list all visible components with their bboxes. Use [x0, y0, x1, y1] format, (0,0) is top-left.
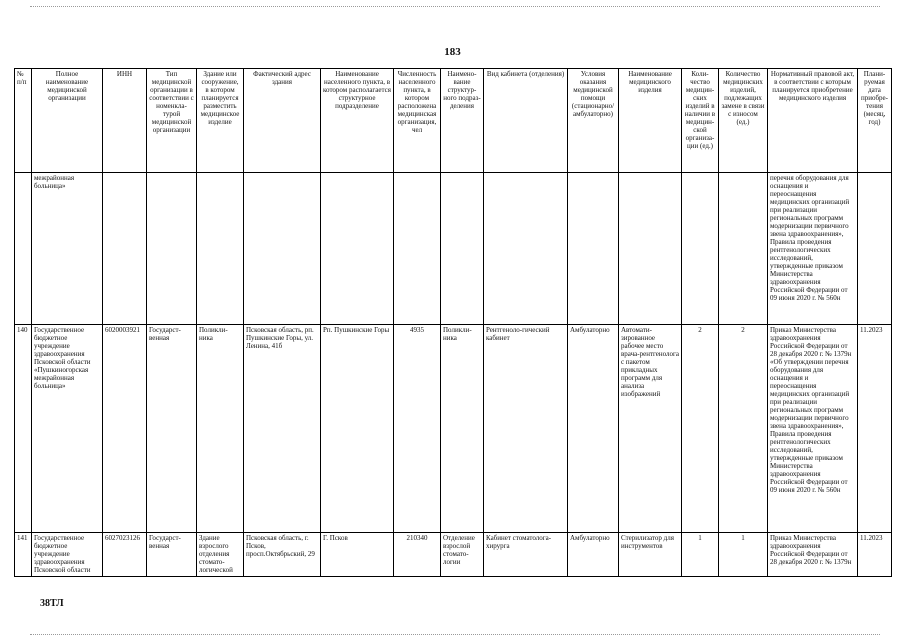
- table-header-row: [15, 69, 892, 173]
- header-cabinet: Вид кабинета (отделения): [484, 69, 568, 173]
- footer-code: 38ТЛ: [40, 598, 64, 609]
- cell-inn: [103, 173, 147, 325]
- header-org-type: Тип медицинской организации в соответствии с номенкла-турой медицинской организации: [147, 69, 197, 173]
- cell-purchase-date: 11.2023: [858, 533, 892, 577]
- cell-population: 210340: [394, 533, 441, 577]
- cell-inn: 6027023126: [103, 533, 147, 577]
- register-table: [14, 68, 892, 577]
- cell-address: Псковская область, рп. Пушкинские Горы, ул. Ленина, 41б: [244, 325, 321, 533]
- cell-number: 141: [15, 533, 32, 577]
- page-number: 183: [444, 46, 461, 58]
- scan-border-bottom: [30, 634, 880, 635]
- cell-subdivision: [441, 173, 484, 325]
- cell-cabinet: Кабинет стоматолога-хирурга: [484, 533, 568, 577]
- cell-device: [619, 173, 682, 325]
- scan-border-top: [30, 6, 880, 7]
- cell-settlement: Г. Псков: [321, 533, 394, 577]
- cell-settlement: Рп. Пушкинские Горы: [321, 325, 394, 533]
- cell-normative-act: перечня оборудования для оснащения и переоснащения медицинских организаций при реализации региональных программ модернизации первичного звена здравоохранения», Правила проведения рентгенологических исследований, утвержденные приказом Министерства здравоохранения Российской Федерации от 09 июня 2020 г. № 560н: [768, 173, 858, 325]
- cell-qty-replace: 1: [719, 533, 768, 577]
- cell-population: [394, 173, 441, 325]
- header-qty-replace: Количество медицинских изделий, подлежащих замене в связи с износом (ед.): [719, 69, 768, 173]
- header-device: Наименование медицинского изделия: [619, 69, 682, 173]
- cell-population: 4935: [394, 325, 441, 533]
- table-row: [15, 325, 892, 533]
- cell-cabinet: [484, 173, 568, 325]
- cell-conditions: Амбулаторно: [568, 325, 619, 533]
- header-purchase-date: Плани-руемая дата приобре-тения (месяц, год): [858, 69, 892, 173]
- cell-normative-act: Приказ Министерства здравоохранения Российской Федерации от 28 декабря 2020 г. № 1379н: [768, 533, 858, 577]
- cell-building: [197, 173, 244, 325]
- cell-settlement: [321, 173, 394, 325]
- cell-device: Автомати-зированное рабочее место врача-рентгенолога с пакетом прикладных программ для анализа изображений: [619, 325, 682, 533]
- header-conditions: Условия оказания медицинской помощи (стационарно/ амбулаторно): [568, 69, 619, 173]
- header-building: Здание или сооружение, в котором планируется разместить медицинское изделие: [197, 69, 244, 173]
- cell-cabinet: Рентгеноло-гический кабинет: [484, 325, 568, 533]
- cell-number: 140: [15, 325, 32, 533]
- cell-qty-available: [682, 173, 719, 325]
- cell-qty-replace: 2: [719, 325, 768, 533]
- cell-building: Здание взрослого отделения стомато-логической: [197, 533, 244, 577]
- cell-inn: 6020003921: [103, 325, 147, 533]
- header-subdivision: Наимено-вание структур-ного подраз-деления: [441, 69, 484, 173]
- cell-purchase-date: 11.2023: [858, 325, 892, 533]
- cell-number: [15, 173, 32, 325]
- header-normative-act: Нормативный правовой акт, в соответствии с которым планируется приобретение медицинского изделия: [768, 69, 858, 173]
- cell-qty-replace: [719, 173, 768, 325]
- cell-subdivision: Отделение взрослой стомато-логии: [441, 533, 484, 577]
- header-qty-available: Коли-чество медицин-ских изделий в наличии в медицин-ской организа-ции (ед.): [682, 69, 719, 173]
- cell-org-type: Государст-венная: [147, 325, 197, 533]
- header-organization: Полное наименование медицинской организации: [32, 69, 103, 173]
- cell-building: Поликли-ника: [197, 325, 244, 533]
- cell-org-type: [147, 173, 197, 325]
- header-population: Численность населенного пункта, в котором расположена медицинская организация, чел: [394, 69, 441, 173]
- cell-conditions: [568, 173, 619, 325]
- cell-device: Стерилизатор для инструментов: [619, 533, 682, 577]
- header-address: Фактический адрес здания: [244, 69, 321, 173]
- header-sequence-number: № п/п: [15, 69, 32, 173]
- table-row-continuation: [15, 173, 892, 325]
- cell-org-type: Государст-венная: [147, 533, 197, 577]
- cell-conditions: Амбулаторно: [568, 533, 619, 577]
- cell-organization: Государственное бюджетное учреждение здравоохранения Псковской области: [32, 533, 103, 577]
- header-settlement: Наименование населенного пункта, в котором располагается структурное подразделение: [321, 69, 394, 173]
- cell-address: [244, 173, 321, 325]
- cell-qty-available: 2: [682, 325, 719, 533]
- table-row: [15, 533, 892, 577]
- cell-organization: межрайонная больница»: [32, 173, 103, 325]
- cell-subdivision: Поликли-ника: [441, 325, 484, 533]
- cell-address: Псковская область, г. Псков, просп.Октябрьский, 29: [244, 533, 321, 577]
- cell-purchase-date: [858, 173, 892, 325]
- cell-qty-available: 1: [682, 533, 719, 577]
- header-inn: ИНН: [103, 69, 147, 173]
- cell-normative-act: Приказ Министерства здравоохранения Российской Федерации от 28 декабря 2020 г. № 1379н «Об утверждении перечня оборудования для оснащения и переоснащения медицинских организаций при реализации региональных программ модернизации первичного звена здравоохранения», Правила проведения рентгенологических исследований, утвержденные приказом Министерства здравоохранения Российской Федерации от 09 июня 2020 г. № 560н: [768, 325, 858, 533]
- cell-organization: Государственное бюджетное учреждение здравоохранения Псковской области «Пушкиногорская межрайонная больница»: [32, 325, 103, 533]
